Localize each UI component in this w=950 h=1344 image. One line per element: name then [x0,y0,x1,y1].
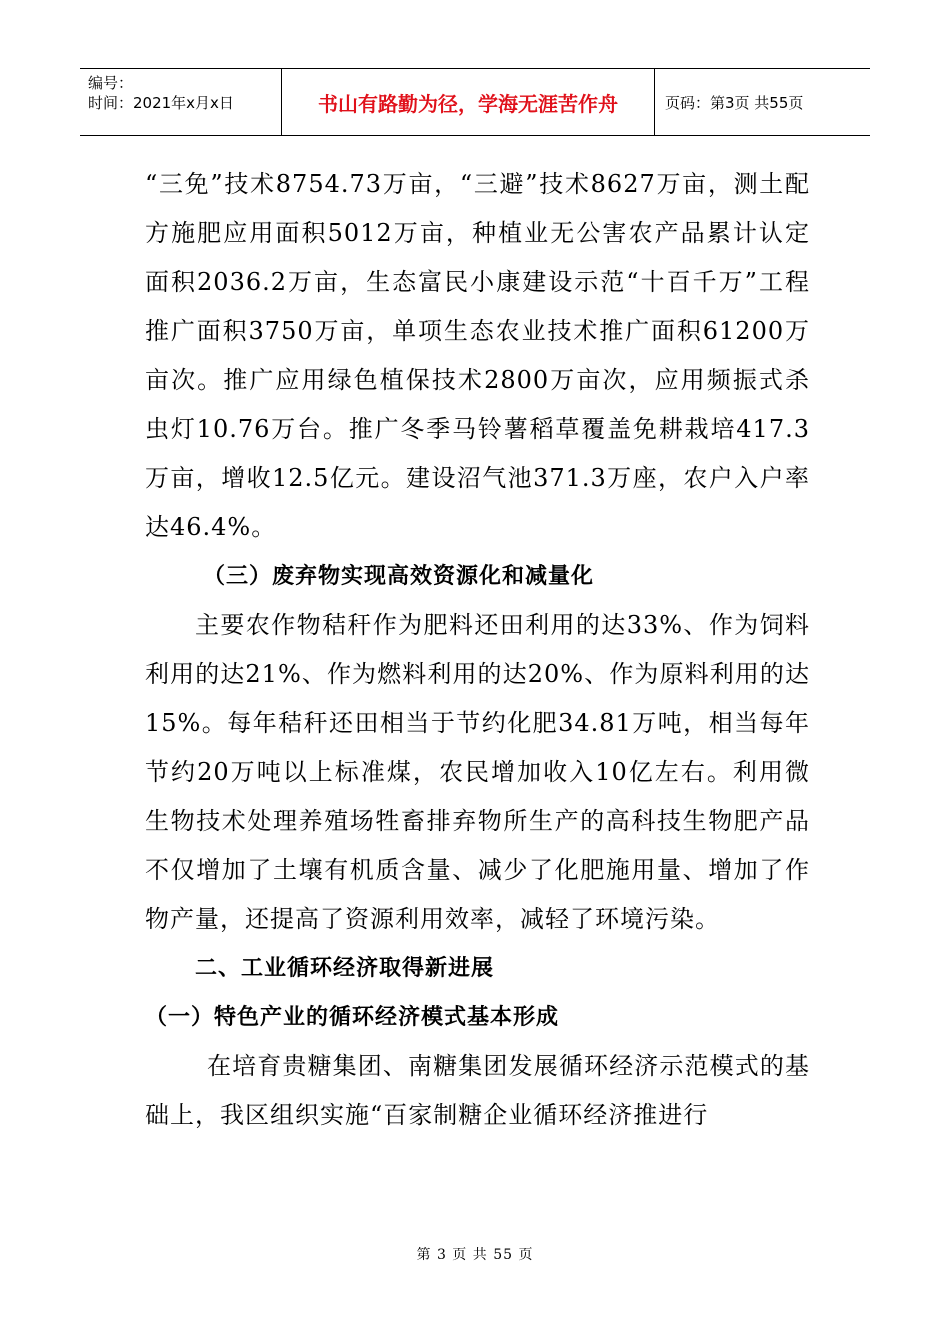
page-footer: 第 3 页 共 55 页 [416,1247,534,1263]
header-page-info: 页码：第3页 共55页 [665,93,804,112]
header-motto: 书山有路勤为径，学海无涯苦作舟 [282,69,655,135]
body-paragraph-2: 主要农作物秸秆作为肥料还田利用的达33%、作为饲料利用的达21%、作为燃料利用的达20%、作为原料利用的达15%。每年秸秆还田相当于节约化肥34.81万吨，相当每年节约20万吨以上标准煤，农民增加收入10亿左右。利用微生物技术处理养殖场牲畜排弃物所生产的高科技生物肥产品不仅增加了土壤有机质含量、减少了化肥施用量、增加了作物产量，还提高了资源利用效率，减轻了环境污染。 [145,611,810,933]
section-heading-industry-model: （一）特色产业的循环经济模式基本形成 [145,1005,560,1030]
section-heading-waste: （三）废弃物实现高效资源化和减量化 [203,564,595,589]
document-number: 编号： [88,74,134,92]
header-meta [80,69,282,135]
document-time: 时间：2021年x月x日 [88,94,234,112]
body-paragraph-1: “三免”技术8754.73万亩，“三避”技术8627万亩，测土配方施肥应用面积5012万亩，种植业无公害农产品累计认定面积2036.2万亩，生态富民小康建设示范“十百千万”工程推广面积3750万亩，单项生态农业技术推广面积61200万亩次。推广应用绿色植保技术2800万亩次，应用频振式杀虫灯10.76万台。推广冬季马铃薯稻草覆盖免耕栽培417.3万亩，增收12.5亿元。建设沼气池371.3万座，农户入户率达46.4%。 [145,170,810,541]
section-heading-industry: 二、工业循环经济取得新进展 [195,956,495,981]
body-paragraph-3: 在培育贵糖集团、南糖集团发展循环经济示范模式的基础上，我区组织实施“百家制糖企业循环经济推进行 [145,1052,810,1129]
document-body [145,160,810,1140]
page-header [80,68,870,136]
